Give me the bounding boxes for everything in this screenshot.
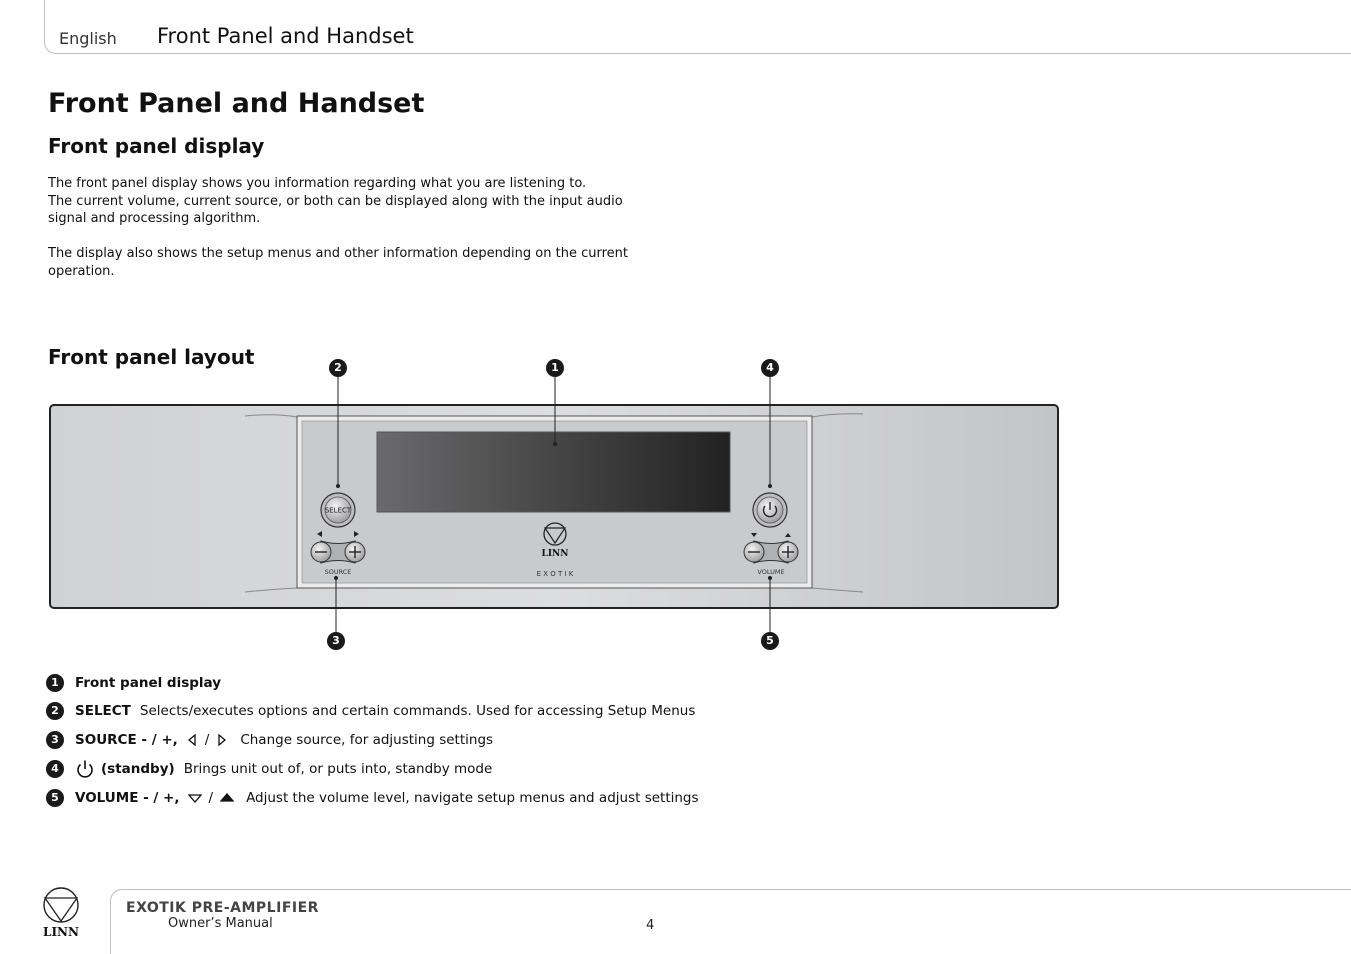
callout-5: 5 [761, 632, 779, 650]
header-section-title: Front Panel and Handset [157, 24, 414, 48]
source-label: SOURCE [324, 568, 352, 576]
legend-description: Adjust the volume level, navigate setup menus and adjust settings [246, 790, 699, 806]
legend-number: 3 [46, 731, 64, 749]
callout-3: 3 [327, 632, 345, 650]
volume-label: VOLUME [757, 568, 785, 576]
display-section-heading: Front panel display [48, 134, 265, 158]
para1-line1: The front panel display shows you information regarding what you are listening to. [48, 176, 587, 191]
legend-number: 1 [46, 674, 64, 692]
legend-key: SELECT [75, 703, 131, 719]
select-button-label: SELECT [324, 506, 352, 515]
footer-linn-logo [40, 884, 84, 940]
model-label: E X O T I K [536, 570, 574, 578]
callout-1: 1 [546, 359, 564, 377]
header-language: English [59, 29, 117, 48]
power-icon [75, 759, 95, 779]
right-arrow-icon [216, 734, 228, 746]
para2-line2: operation. [48, 263, 115, 279]
legend-item-4 [46, 759, 492, 779]
footer-product-name: EXOTIK PRE-AMPLIFIER [126, 900, 319, 916]
legend-item-1 [46, 673, 230, 693]
footer-logo-text: LINN [43, 925, 79, 939]
volume-rocker [744, 541, 798, 563]
legend-key: (standby) [101, 761, 175, 777]
legend-number: 4 [46, 760, 64, 778]
page-number: 4 [646, 918, 655, 933]
display-paragraph-2 [48, 245, 668, 280]
select-button [321, 493, 355, 527]
legend-key: VOLUME - / +, [75, 790, 180, 806]
legend-separator: / [208, 790, 214, 806]
display-paragraph-1 [48, 175, 668, 228]
legend-item-3 [46, 730, 493, 750]
left-arrow-icon [186, 734, 198, 746]
layout-section-heading: Front panel layout [48, 345, 255, 369]
front-panel-illustration [0, 350, 1080, 660]
legend-description: Brings unit out of, or puts into, standby mode [183, 761, 493, 777]
panel-brand-label: LINN [541, 549, 569, 559]
legend-item-5 [46, 788, 699, 808]
para2-line1: The display also shows the setup menus and other information depending on the current [48, 246, 628, 261]
callout-2: 2 [329, 359, 347, 377]
para1-line3: signal and processing algorithm. [48, 211, 261, 226]
page-title: Front Panel and Handset [48, 88, 425, 119]
footer-manual-label: Owner’s Manual [168, 916, 273, 931]
legend-description: Change source, for adjusting settings [240, 732, 494, 748]
legend-separator: / [204, 732, 210, 748]
down-arrow-icon [188, 792, 202, 804]
footer-rule [110, 889, 1351, 954]
legend-number: 2 [46, 702, 64, 720]
source-rocker [311, 541, 365, 563]
up-arrow-icon [220, 792, 234, 804]
legend-key: SOURCE - / +, [75, 732, 178, 748]
legend-number: 5 [46, 789, 64, 807]
para1-line2: The current volume, current source, or both can be displayed along with the input audio [48, 193, 623, 209]
callout-4: 4 [761, 359, 779, 377]
legend-description: Selects/executes options and certain commands. Used for accessing Setup Menus [139, 703, 696, 719]
legend-key: Front panel display [75, 675, 222, 691]
standby-button [753, 493, 787, 527]
legend-item-2 [46, 701, 695, 721]
